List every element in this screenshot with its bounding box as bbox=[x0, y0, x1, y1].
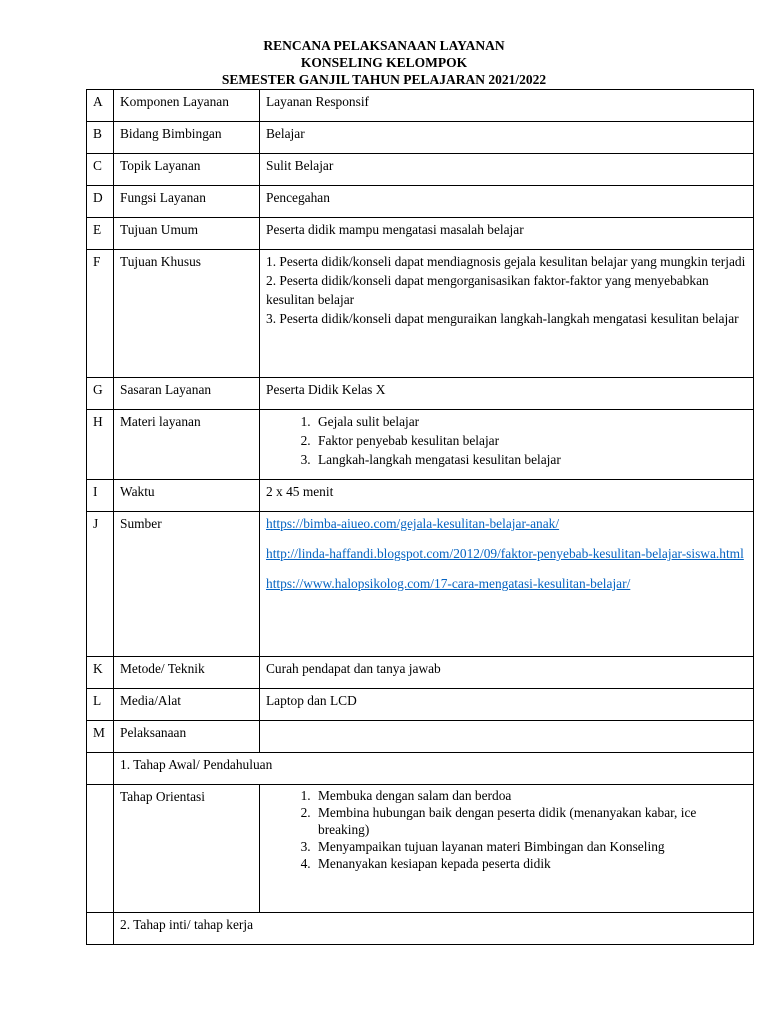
row-b bbox=[87, 122, 754, 154]
list-item: 4. Menanyakan kesiapan kepada peserta didik bbox=[314, 855, 747, 872]
row-d bbox=[87, 186, 754, 218]
row-label: Waktu bbox=[114, 480, 260, 512]
row-value: Peserta Didik Kelas X bbox=[260, 378, 754, 410]
row-letter: C bbox=[87, 154, 114, 186]
document-title bbox=[0, 37, 768, 88]
orientasi-label: Tahap Orientasi bbox=[114, 785, 260, 913]
empty-cell bbox=[87, 785, 114, 913]
row-h bbox=[87, 410, 754, 480]
list-item: 3. Menyampaikan tujuan layanan materi Bimbingan dan Konseling bbox=[314, 838, 747, 855]
row-c bbox=[87, 154, 754, 186]
row-letter: A bbox=[87, 90, 114, 122]
row-letter: F bbox=[87, 250, 114, 378]
row-tahap-orientasi bbox=[87, 785, 754, 913]
row-letter: J bbox=[87, 512, 114, 657]
empty-cell bbox=[87, 753, 114, 785]
row-label: Sumber bbox=[114, 512, 260, 657]
orientasi-list-cell bbox=[260, 785, 754, 913]
plan-table bbox=[86, 89, 754, 945]
row-letter: M bbox=[87, 721, 114, 753]
row-value: 2 x 45 menit bbox=[260, 480, 754, 512]
row-label: Materi layanan bbox=[114, 410, 260, 480]
row-letter: D bbox=[87, 186, 114, 218]
row-g bbox=[87, 378, 754, 410]
tujuan-khusus-list bbox=[260, 250, 754, 378]
row-label: Tujuan Khusus bbox=[114, 250, 260, 378]
row-value bbox=[260, 721, 754, 753]
title-line-1: RENCANA PELAKSANAAN LAYANAN bbox=[263, 38, 505, 53]
list-item: 1. Gejala sulit belajar bbox=[314, 412, 747, 431]
row-value: Sulit Belajar bbox=[260, 154, 754, 186]
row-letter: E bbox=[87, 218, 114, 250]
row-label: Komponen Layanan bbox=[114, 90, 260, 122]
row-i bbox=[87, 480, 754, 512]
row-value: Pencegahan bbox=[260, 186, 754, 218]
row-value: Belajar bbox=[260, 122, 754, 154]
row-letter: B bbox=[87, 122, 114, 154]
source-link[interactable]: http://linda-haffandi.blogspot.com/2012/09/faktor-penyebab-kesulitan-belajar-siswa.html bbox=[266, 546, 744, 561]
row-letter: G bbox=[87, 378, 114, 410]
sumber-links bbox=[260, 512, 754, 657]
row-letter: K bbox=[87, 657, 114, 689]
row-f bbox=[87, 250, 754, 378]
row-letter: I bbox=[87, 480, 114, 512]
row-label: Bidang Bimbingan bbox=[114, 122, 260, 154]
orientasi-list bbox=[266, 787, 747, 872]
row-value: Peserta didik mampu mengatasi masalah belajar bbox=[260, 218, 754, 250]
list-item: 2. Faktor penyebab kesulitan belajar bbox=[314, 431, 747, 450]
tujuan-khusus-item: 2. Peserta didik/konseli dapat mengorganisasikan faktor-faktor yang menyebabkan kesulitan belajar bbox=[266, 273, 709, 307]
list-item: 2. Membina hubungan baik dengan peserta didik (menanyakan kabar, ice breaking) bbox=[314, 804, 747, 838]
materi-list-cell bbox=[260, 410, 754, 480]
row-label: Tujuan Umum bbox=[114, 218, 260, 250]
row-value: Curah pendapat dan tanya jawab bbox=[260, 657, 754, 689]
row-j bbox=[87, 512, 754, 657]
title-line-2: KONSELING KELOMPOK bbox=[300, 55, 468, 70]
source-link[interactable]: https://www.halopsikolog.com/17-cara-mengatasi-kesulitan-belajar/ bbox=[266, 576, 631, 591]
tujuan-khusus-item: 1. Peserta didik/konseli dapat mendiagnosis gejala kesulitan belajar yang mungkin terjadi bbox=[266, 254, 746, 269]
row-value: Layanan Responsif bbox=[260, 90, 754, 122]
row-letter: H bbox=[87, 410, 114, 480]
row-tahap-inti bbox=[87, 913, 754, 945]
row-label: Fungsi Layanan bbox=[114, 186, 260, 218]
row-value: Laptop dan LCD bbox=[260, 689, 754, 721]
row-label: Sasaran Layanan bbox=[114, 378, 260, 410]
row-label: Metode/ Teknik bbox=[114, 657, 260, 689]
tahap-awal-heading: 1. Tahap Awal/ Pendahuluan bbox=[114, 753, 754, 785]
empty-cell bbox=[87, 913, 114, 945]
tujuan-khusus-item: 3. Peserta didik/konseli dapat menguraikan langkah-langkah mengatasi kesulitan belajar bbox=[266, 311, 739, 326]
list-item: 3. Langkah-langkah mengatasi kesulitan belajar bbox=[314, 450, 747, 469]
tahap-inti-heading: 2. Tahap inti/ tahap kerja bbox=[114, 913, 754, 945]
row-l bbox=[87, 689, 754, 721]
row-m bbox=[87, 721, 754, 753]
row-e bbox=[87, 218, 754, 250]
list-item: 1. Membuka dengan salam dan berdoa bbox=[314, 787, 747, 804]
row-letter: L bbox=[87, 689, 114, 721]
row-label: Topik Layanan bbox=[114, 154, 260, 186]
row-label: Media/Alat bbox=[114, 689, 260, 721]
materi-list bbox=[266, 412, 747, 469]
row-label: Pelaksanaan bbox=[114, 721, 260, 753]
title-line-3: SEMESTER GANJIL TAHUN PELAJARAN 2021/2022 bbox=[221, 72, 547, 87]
row-k bbox=[87, 657, 754, 689]
row-tahap-awal bbox=[87, 753, 754, 785]
row-a bbox=[87, 90, 754, 122]
source-link[interactable]: https://bimba-aiueo.com/gejala-kesulitan-belajar-anak/ bbox=[266, 516, 560, 531]
